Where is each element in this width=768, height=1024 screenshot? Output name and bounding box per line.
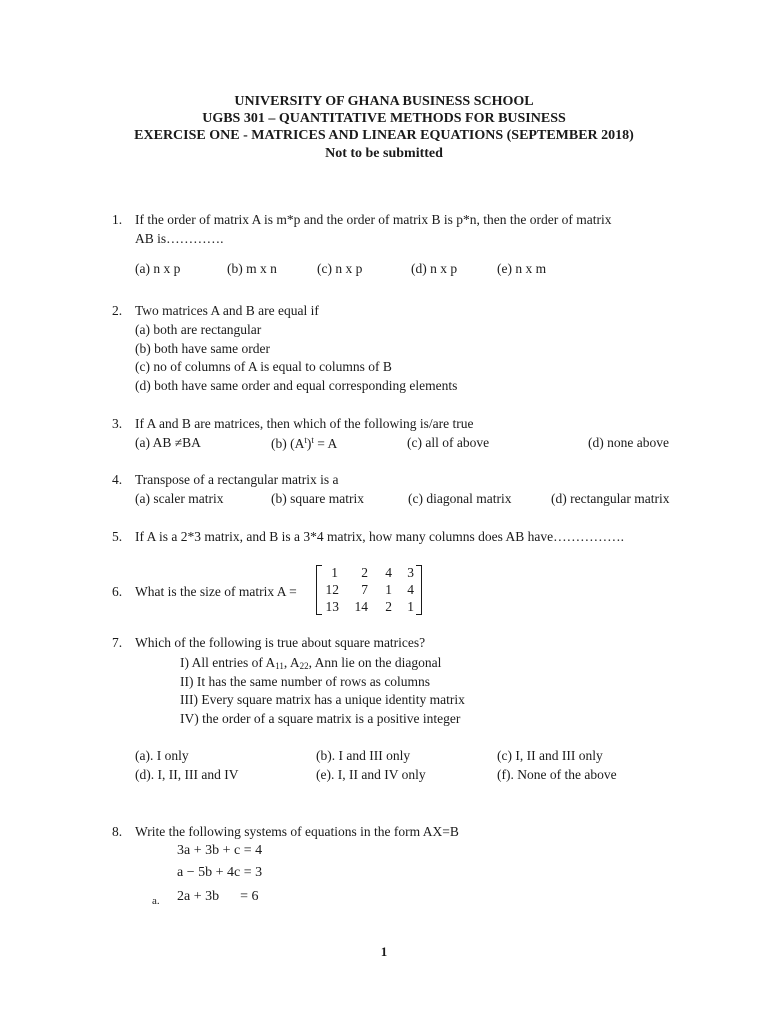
matrix-right-bracket [416, 565, 422, 615]
question-text: Transpose of a rectangular matrix is a [135, 472, 339, 487]
statement: II) It has the same number of rows as columns [180, 674, 431, 689]
question-number: 1. [112, 212, 123, 227]
answer-option: (a) n x p [135, 261, 181, 276]
question-number: 6. [112, 584, 123, 599]
matrix-cell: 4 [385, 565, 392, 580]
answer-option: (c) n x p [317, 261, 363, 276]
question-text: AB is…………. [135, 231, 224, 246]
question-text: Write the following systems of equations in the form AX=B [135, 824, 459, 839]
matrix-cell: 7 [361, 582, 368, 597]
question-number: 2. [112, 303, 123, 318]
answer-option: (d) rectangular matrix [551, 491, 670, 506]
answer-option: (b) both have same order [135, 341, 270, 356]
matrix-cell: 12 [325, 582, 339, 597]
matrix-cell: 2 [385, 599, 392, 614]
matrix-cell: 3 [407, 565, 414, 580]
matrix-a [316, 565, 422, 615]
statement: IV) the order of a square matrix is a positive integer [180, 711, 461, 726]
equation: a − 5b + 4c = 3 [177, 865, 263, 880]
answer-option: (e). I, II and IV only [316, 767, 426, 782]
question-number: 4. [112, 472, 123, 487]
matrix-cell: 14 [354, 599, 368, 614]
answer-option: (a) AB ≠BA [135, 435, 201, 450]
statement: III) Every square matrix has a unique identity matrix [180, 692, 465, 707]
matrix-cell: 1 [331, 565, 338, 580]
question-text: If A is a 2*3 matrix, and B is a 3*4 matrix, how many columns does AB have……………. [135, 529, 624, 544]
answer-option: (f). None of the above [497, 767, 617, 782]
matrix-cell: 2 [361, 565, 368, 580]
question-text: If the order of matrix A is m*p and the order of matrix B is p*n, then the order of matrix [135, 212, 612, 227]
answer-option: (a) both are rectangular [135, 322, 262, 337]
answer-option: (a) scaler matrix [135, 491, 224, 506]
question-text: Which of the following is true about square matrices? [135, 635, 426, 650]
answer-option: (d) none above [588, 435, 669, 450]
matrix-cell: 13 [325, 599, 339, 614]
answer-option: (d) n x p [411, 261, 458, 276]
question-number: 7. [112, 635, 123, 650]
answer-option: (d). I, II, III and IV [135, 767, 239, 782]
answer-option: (c) all of above [407, 435, 490, 450]
answer-option: (b) $(A^t)^t = A$ [271, 435, 338, 451]
matrix-cell: 1 [407, 599, 414, 614]
answer-option: (b) m x n [227, 261, 277, 276]
question-number: 5. [112, 529, 123, 544]
answer-option: (e) n x m [497, 261, 547, 276]
answer-option: (b) square matrix [271, 491, 364, 506]
course-title: UGBS 301 – QUANTITATIVE METHODS FOR BUSINESS [202, 111, 566, 126]
equation: 2a + 3b = 6 [177, 889, 259, 904]
page-number: 1 [380, 944, 388, 959]
answer-option: (b). I and III only [316, 748, 411, 763]
statement: I) All entries of $A_{11}$, $A_{22}$, Ann lie on the diagonal [180, 655, 442, 671]
question-text: If A and B are matrices, then which of the following is/are true [135, 416, 474, 431]
question-number: 8. [112, 824, 123, 839]
answer-option: (c) no of columns of A is equal to columns of B [135, 359, 392, 374]
question-text: What is the size of matrix A = [135, 584, 297, 599]
answer-option: (a). I only [135, 748, 189, 763]
answer-option: (c) I, II and III only [497, 748, 603, 763]
submission-note: Not to be submitted [325, 146, 443, 161]
exercise-title: EXERCISE ONE - MATRICES AND LINEAR EQUATIONS (SEPTEMBER 2018) [134, 128, 634, 143]
matrix-cell: 4 [407, 582, 414, 597]
answer-option: (c) diagonal matrix [408, 491, 512, 506]
sub-label: a. [152, 895, 160, 907]
question-text: Two matrices A and B are equal if [135, 303, 319, 318]
school-title: UNIVERSITY OF GHANA BUSINESS SCHOOL [234, 94, 534, 109]
question-number: 3. [112, 416, 123, 431]
answer-option: (d) both have same order and equal corresponding elements [135, 378, 458, 393]
matrix-cell: 1 [385, 582, 392, 597]
equation: 3a + 3b + c = 4 [177, 843, 263, 858]
